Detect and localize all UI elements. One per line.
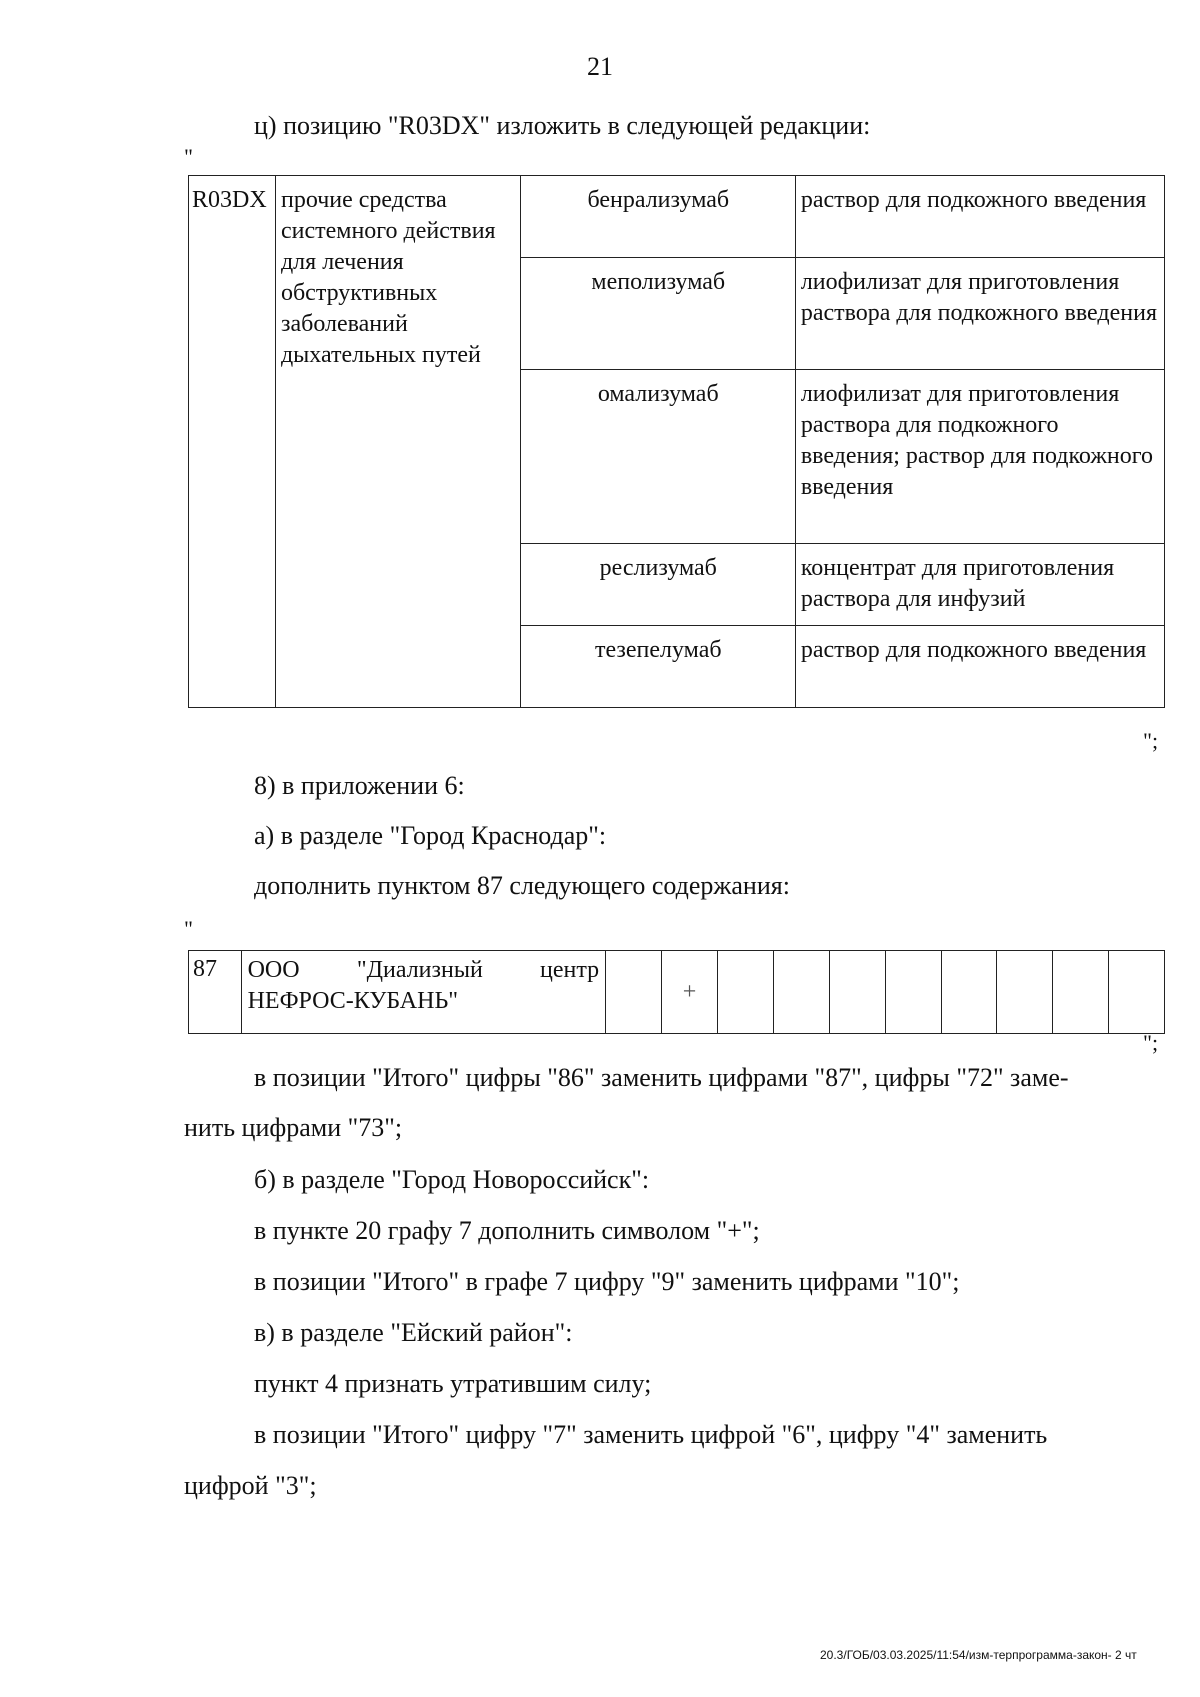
item-8v-line-1: пункт 4 признать утратившим силу; xyxy=(254,1369,652,1398)
table-row xyxy=(189,951,1165,1034)
drug-name: омализумаб xyxy=(520,370,795,544)
dosage-form: раствор для подкожного введения xyxy=(795,176,1164,258)
drug-name: бенрализумаб xyxy=(520,176,795,258)
org-word: ООО xyxy=(247,957,300,983)
column-cell xyxy=(941,951,997,1034)
org-word: центр xyxy=(540,957,600,983)
item-8v-line-2: в позиции "Итого" цифру "7" заменить цифрой "6", цифру "4" заменить xyxy=(254,1420,1048,1449)
item-8v: в) в разделе "Ейский район": xyxy=(254,1318,573,1347)
column-cell xyxy=(606,951,662,1034)
column-cell xyxy=(718,951,774,1034)
column-cell: + xyxy=(662,951,718,1034)
column-cell xyxy=(1109,951,1165,1034)
dosage-form: лиофилизат для приготовления раствора для подкожного введения xyxy=(795,258,1164,370)
item-8b: б) в разделе "Город Новороссийск": xyxy=(254,1165,650,1194)
drug-name: реслизумаб xyxy=(520,544,795,626)
item-8b-line-1: в пункте 20 графу 7 дополнить символом "+"; xyxy=(254,1216,760,1245)
document-footer: 20.3/ГОБ/03.03.2025/11:54/изм-терпрограмма-закон- 2 чт xyxy=(820,1648,1137,1662)
itogo-paragraph-line-2: нить цифрами "73"; xyxy=(184,1113,403,1142)
itogo-paragraph-line-1: в позиции "Итого" цифры "86" заменить цифрами "87", цифры "72" заме- xyxy=(254,1063,1069,1092)
item-87-table xyxy=(188,950,1165,1034)
column-cell xyxy=(1053,951,1109,1034)
org-line-2: НЕФРОС-КУБАНЬ" xyxy=(247,988,459,1014)
atc-group-name: прочие средства системного действия для лечения обструктивных заболеваний дыхательных путей xyxy=(275,176,520,708)
column-cell xyxy=(829,951,885,1034)
item-8a: а) в разделе "Город Краснодар": xyxy=(254,821,607,850)
table-row xyxy=(189,176,1165,258)
open-quote: " xyxy=(184,916,193,941)
dosage-form: концентрат для приготовления раствора для инфузий xyxy=(795,544,1164,626)
item-8: 8) в приложении 6: xyxy=(254,771,465,800)
atc-code: R03DX xyxy=(189,176,276,708)
item-8v-line-3: цифрой "3"; xyxy=(184,1471,317,1500)
r03dx-table xyxy=(188,175,1165,708)
page-number: 21 xyxy=(587,52,613,81)
dosage-form: лиофилизат для приготовления раствора для подкожного введения; раствор для подкожного введения xyxy=(795,370,1164,544)
column-cell xyxy=(997,951,1053,1034)
close-quote: "; xyxy=(1143,728,1159,753)
heading-position-r03dx: ц) позицию "R03DX" изложить в следующей редакции: xyxy=(254,111,871,140)
org-word: "Диализный xyxy=(356,957,483,983)
drug-name: тезепелумаб xyxy=(520,626,795,708)
organization-name xyxy=(241,951,606,1034)
item-8b-line-2: в позиции "Итого" в графе 7 цифру "9" заменить цифрами "10"; xyxy=(254,1267,960,1296)
column-cell xyxy=(885,951,941,1034)
dosage-form: раствор для подкожного введения xyxy=(795,626,1164,708)
open-quote: " xyxy=(184,144,193,169)
row-number: 87 xyxy=(189,951,242,1034)
close-quote: "; xyxy=(1143,1030,1159,1055)
item-8a-add: дополнить пунктом 87 следующего содержания: xyxy=(254,871,790,900)
column-cell xyxy=(773,951,829,1034)
drug-name: меполизумаб xyxy=(520,258,795,370)
